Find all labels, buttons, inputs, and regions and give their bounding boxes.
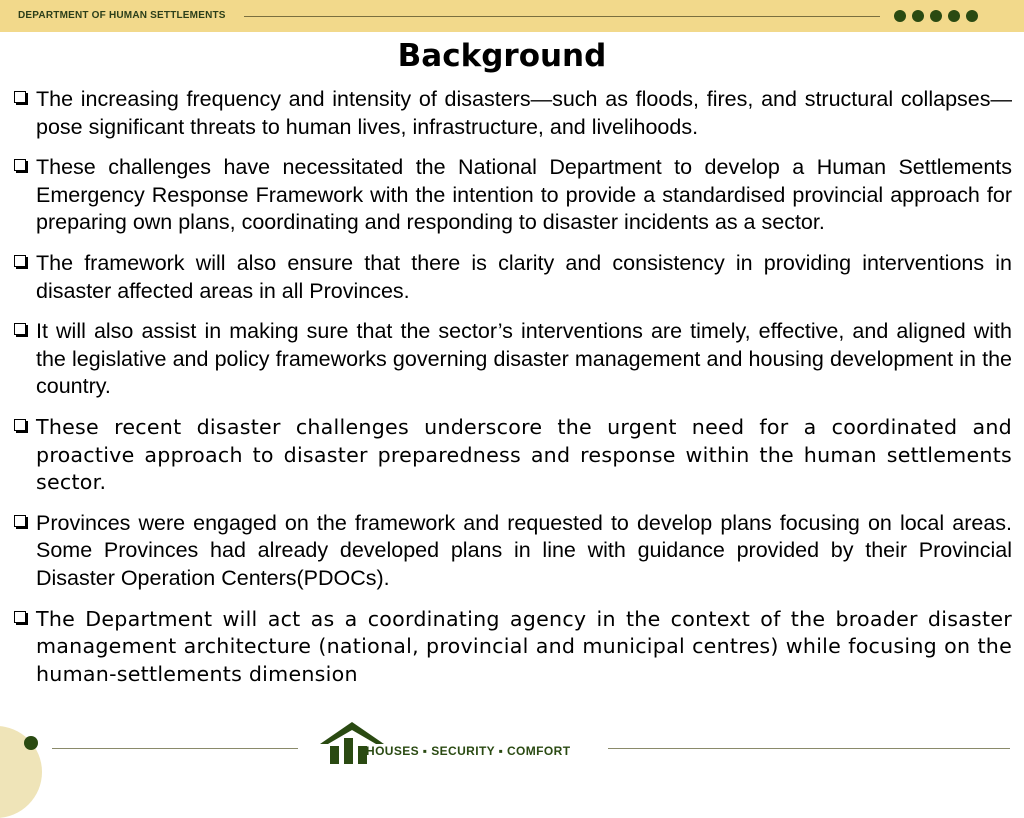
bullet-text: The framework will also ensure that there is clarity and consistency in providing interventions in disaster affected areas in all Provinces. xyxy=(36,250,1012,303)
checkbox-square-icon xyxy=(14,419,26,431)
dot-icon xyxy=(948,10,960,22)
bullet-text: It will also assist in making sure that the sector’s interventions are timely, effective, and aligned with the legislative and policy frameworks governing disaster management and housing development in the country. xyxy=(36,319,1012,399)
department-name: DEPARTMENT OF HUMAN SETTLEMENTS xyxy=(18,10,226,21)
footer-rule-right xyxy=(608,748,1010,749)
bullet-text: The increasing frequency and intensity of disasters—such as floods, fires, and structural collapses—pose significant threats to human lives, infrastructure, and livelihoods. xyxy=(36,87,1012,139)
bullet-item xyxy=(12,606,1012,689)
bullet-list xyxy=(12,86,1012,688)
slide-title: Background xyxy=(397,38,607,74)
checkbox-square-icon xyxy=(14,91,26,103)
checkbox-square-icon xyxy=(14,611,26,623)
footer-rule-left xyxy=(52,748,298,749)
dot-icon xyxy=(930,10,942,22)
dot-icon xyxy=(966,10,978,22)
bullet-text: These challenges have necessitated the National Department to develop a Human Settlements Emergency Response Framework with the intention to provide a standardised provincial approach for preparing own plans, coordinating and responding to disaster incidents as a sector. xyxy=(36,155,1012,235)
checkbox-square-icon xyxy=(14,159,26,171)
bullet-text: These recent disaster challenges underscore the urgent need for a coordinated and proactive approach to disaster preparedness and response within the human settlements sector. xyxy=(36,414,1012,495)
header-dots xyxy=(894,10,978,22)
header-rule xyxy=(244,16,880,17)
bullet-item xyxy=(12,510,1012,593)
dot-icon xyxy=(894,10,906,22)
house-logo-icon xyxy=(318,718,390,766)
bullet-text: Provinces were engaged on the framework and requested to develop plans focusing on local areas. Some Provinces had already developed plans in line with guidance provided by their Provincial Disaster Operation Centers(PDOCs). xyxy=(36,510,1012,590)
bullet-item xyxy=(12,86,1012,141)
bullet-text: The Department will act as a coordinating agency in the context of the broader disaster management architecture (national, provincial and municipal centres) while focusing on the human-settlements dimension xyxy=(36,606,1012,686)
checkbox-square-icon xyxy=(14,515,26,527)
bullet-item xyxy=(12,250,1012,305)
bullet-item xyxy=(12,414,1012,497)
bullet-item xyxy=(12,154,1012,237)
checkbox-square-icon xyxy=(14,323,26,335)
dot-icon xyxy=(912,10,924,22)
checkbox-square-icon xyxy=(14,255,26,267)
dot-icon xyxy=(24,736,38,750)
footer-tagline: HOUSES ▪ SECURITY ▪ COMFORT xyxy=(366,744,571,758)
bullet-item xyxy=(12,318,1012,401)
